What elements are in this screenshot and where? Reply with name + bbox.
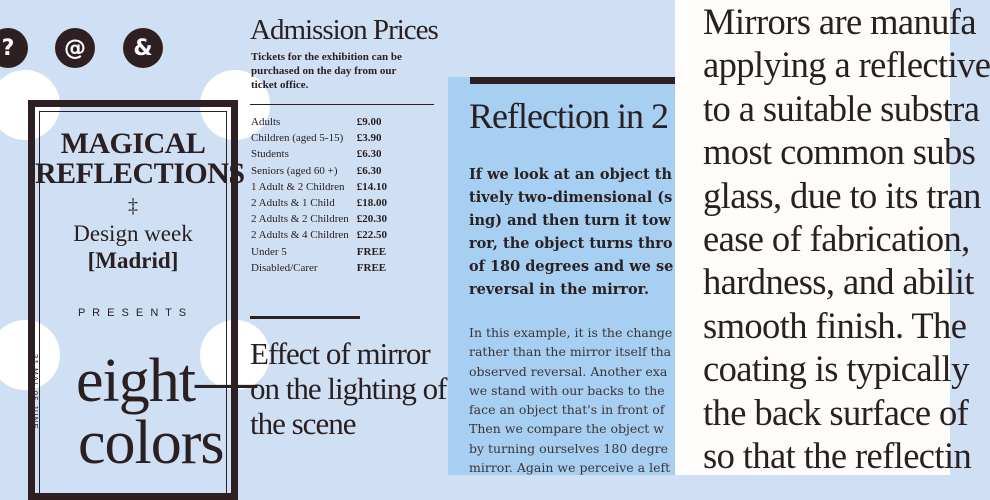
text-line: the back surface of <box>703 391 969 433</box>
price-title: Admission Prices <box>250 14 438 46</box>
ampersand-glyph: & <box>133 35 153 61</box>
text-line: coating is typically <box>703 348 969 390</box>
text-line: ease of fabrication, <box>703 218 970 260</box>
price-label: 2 Adults & 2 Children <box>251 213 349 226</box>
price-label: 2 Adults & 1 Child <box>251 197 335 210</box>
price-value: £3.90 <box>356 132 382 145</box>
mirrors-paragraph <box>703 0 990 477</box>
prices-panel <box>240 0 450 475</box>
table-row <box>251 227 387 243</box>
table-row <box>251 114 387 130</box>
price-value: £9.00 <box>356 116 382 129</box>
text-line: In this example, it is the change <box>469 325 673 340</box>
text-line: by turning ourselves 180 degre <box>469 440 668 456</box>
reflection-lead-paragraph <box>469 163 699 301</box>
table-row <box>251 130 387 146</box>
mirrors-panel <box>675 0 990 477</box>
dagger-ornament: ‡ <box>128 195 138 217</box>
poster-date: 31 MAI–05 JUNE <box>30 354 39 430</box>
text-line: tively two-dimensional (s <box>469 189 673 206</box>
text-line: ror, the object turns thro <box>469 235 673 252</box>
effect-heading: Effect of mirror on the lighting of the scene <box>250 336 447 441</box>
text-line: observed reversal. Another exa <box>469 363 668 379</box>
table-row <box>251 260 387 276</box>
reflection-panel <box>448 77 678 475</box>
text-line: so that the reflectin <box>703 435 972 477</box>
price-label: Students <box>251 148 289 161</box>
text-line: smooth finish. The <box>703 304 967 346</box>
at-glyph: @ <box>64 35 86 61</box>
price-value: FREE <box>356 261 387 274</box>
text-line: most common subs <box>703 131 976 173</box>
text-line: If we look at an object th <box>469 166 672 183</box>
poster-presents: P R E S E N T S <box>77 307 189 319</box>
price-value: £22.50 <box>356 229 388 242</box>
divider <box>250 104 434 105</box>
table-row <box>251 211 387 227</box>
table-row <box>251 146 387 162</box>
text-line: hardness, and abilit <box>703 261 974 303</box>
reflection-body-paragraph <box>469 323 699 477</box>
poster-panel <box>0 0 256 477</box>
divider <box>470 77 680 84</box>
text-line: Mirrors are manufa <box>703 1 976 42</box>
text-line: face an object that's in front of <box>469 402 665 418</box>
price-label: Disabled/Carer <box>251 261 318 274</box>
price-label: Seniors (aged 60 +) <box>251 164 338 177</box>
poster-word-colors: colors <box>78 409 224 477</box>
text-line: reversal in the mirror. <box>469 281 650 298</box>
text-line: ing) and then turn it tow <box>469 212 671 229</box>
table-row <box>251 179 387 195</box>
price-label: 2 Adults & 4 Children <box>251 229 349 242</box>
price-value: £18.00 <box>356 197 388 210</box>
text-line: Then we compare the object w <box>469 421 665 437</box>
question-icon[interactable] <box>0 28 28 68</box>
price-label: Under 5 <box>251 245 287 258</box>
text-line: glass, due to its tran <box>703 174 981 216</box>
price-value: £6.30 <box>356 164 382 177</box>
poster-title-line1: MAGICAL <box>60 127 206 160</box>
price-intro: Tickets for the exhibition can be purchased on the day from our ticket office. <box>251 51 402 91</box>
text-line: rather than the mirror itself tha <box>469 344 672 360</box>
price-value: FREE <box>356 245 387 258</box>
price-label: 1 Adult & 2 Children <box>251 180 345 193</box>
text-line: mirror. Again we perceive a left <box>469 460 671 476</box>
ampersand-icon[interactable] <box>123 28 163 68</box>
table-row <box>251 195 387 211</box>
poster-title-line2: REFLECTIONS <box>35 157 245 190</box>
poster-city: [Madrid] <box>87 248 179 273</box>
price-table <box>251 114 387 276</box>
poster-subtitle: Design week <box>73 221 193 246</box>
divider <box>250 316 360 319</box>
price-value: £20.30 <box>356 213 388 226</box>
poster-word-eight: eight— <box>76 347 256 415</box>
table-row <box>251 244 387 260</box>
table-row <box>251 163 387 179</box>
text-line: applying a reflective <box>703 44 990 86</box>
text-line: of 180 degrees and we se <box>469 258 674 275</box>
text-line: to a suitable substra <box>703 87 980 129</box>
reflection-heading: Reflection in 2 <box>469 96 668 136</box>
question-glyph: ? <box>1 35 15 61</box>
price-value: £14.10 <box>356 180 388 193</box>
price-label: Children (aged 5-15) <box>251 132 344 145</box>
price-label: Adults <box>251 116 281 129</box>
price-value: £6.30 <box>356 148 382 161</box>
text-line: we stand with our backs to the <box>469 382 665 398</box>
at-icon[interactable] <box>55 28 95 68</box>
